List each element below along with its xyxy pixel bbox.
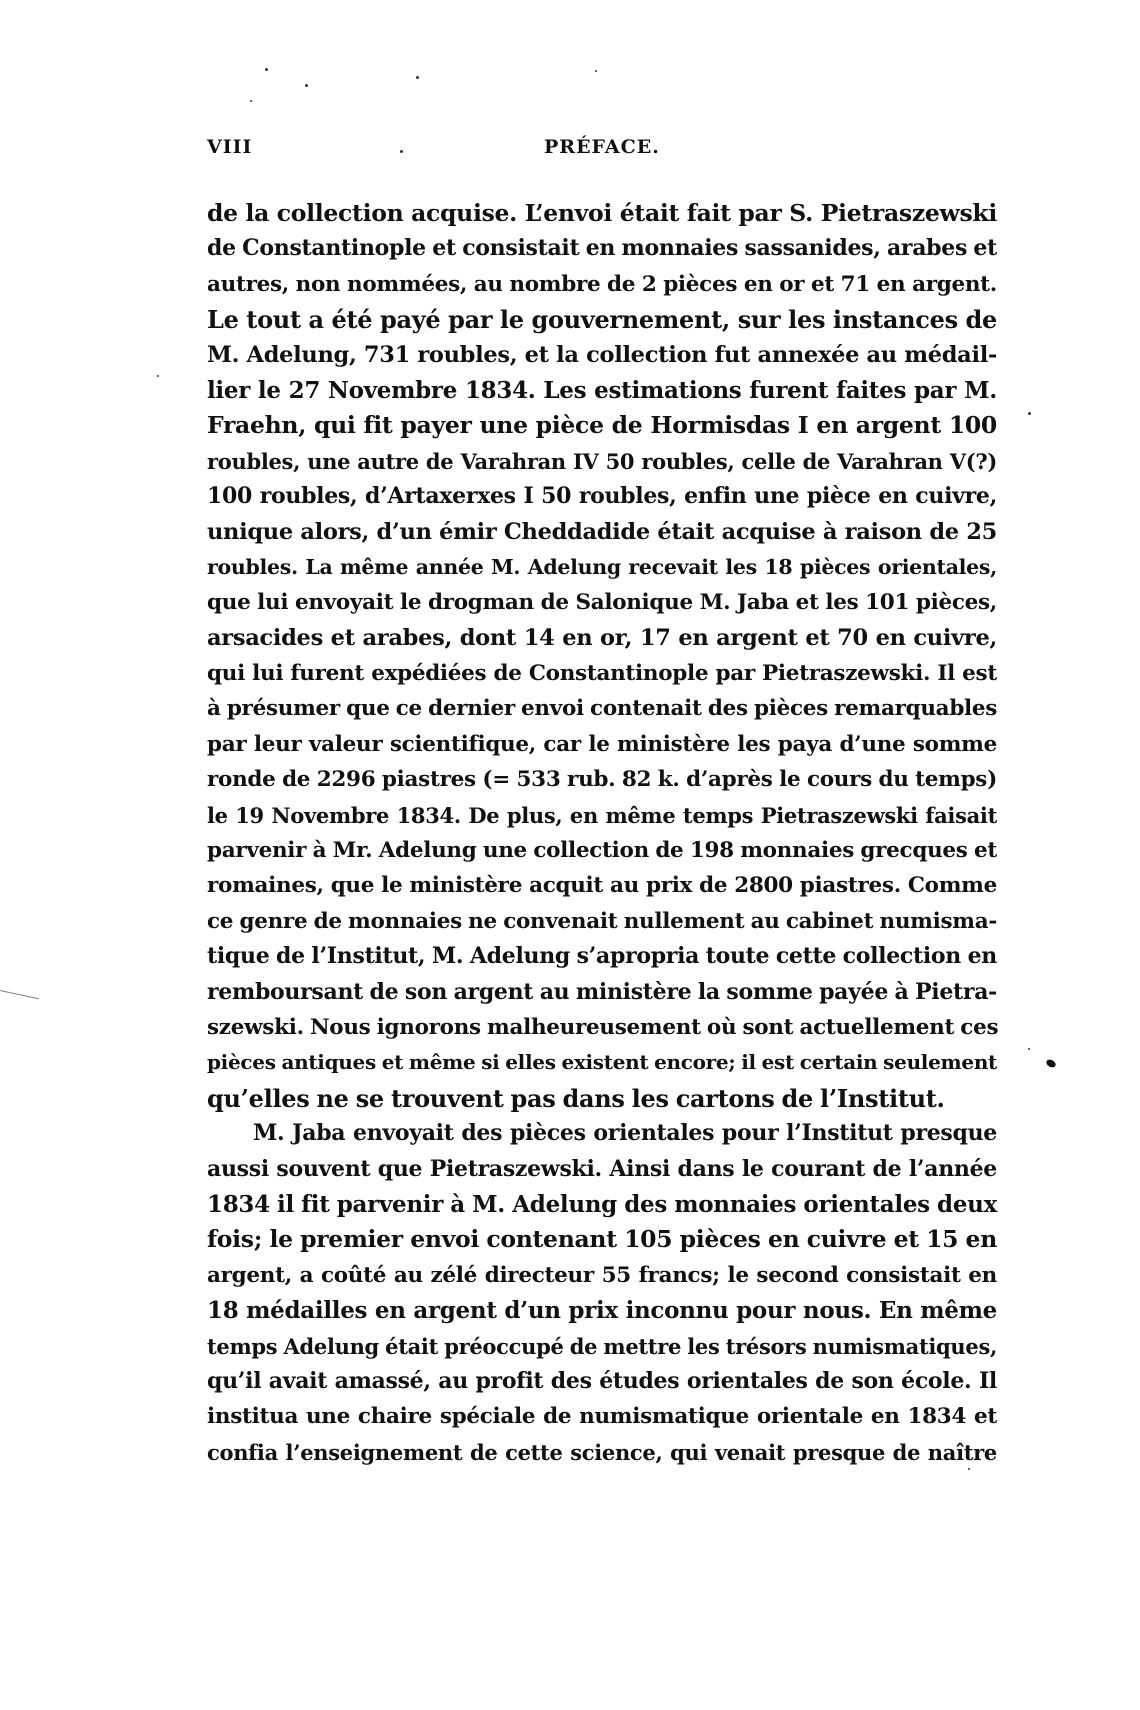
- page-header: [207, 136, 997, 176]
- page-number: VIII: [207, 136, 253, 158]
- text-line: tique de l’Institut, M. Adelung s’apropria toute cette collection en: [207, 943, 997, 970]
- text-line: romaines, que le ministère acquit au prix de 2800 piastres. Comme: [207, 873, 997, 899]
- ink-speck: [1028, 412, 1031, 415]
- text-line: ce genre de monnaies ne convenait nullement au cabinet numisma-: [207, 908, 997, 934]
- text-line: aussi souvent que Pietraszewski. Ainsi dans le courant de l’année: [207, 1155, 997, 1182]
- text-line: M. Adelung, 731 roubles, et la collection fut annexée au médail-: [207, 341, 997, 368]
- text-line: confia l’enseignement de cette science, qui venait presque de naître: [207, 1439, 997, 1465]
- ink-speck: [250, 100, 252, 102]
- text-line: 18 médailles en argent d’un prix inconnu pour nous. En même: [207, 1297, 997, 1325]
- text-line: unique alors, d’un émir Cheddadide était acquise à raison de 25: [207, 518, 997, 545]
- text-line: de la collection acquise. L’envoi était fait par S. Pietraszewski: [207, 199, 997, 227]
- text-line: le 19 Novembre 1834. De plus, en même temps Pietraszewski faisait: [207, 802, 997, 828]
- paragraph-start-line: M. Jaba envoyait des pièces orientales pour l’Institut presque: [253, 1120, 997, 1147]
- text-line: fois; le premier envoi contenant 105 pièces en cuivre et 15 en: [207, 1225, 997, 1254]
- text-line: szewski. Nous ignorons malheureusement où sont actuellement ces: [207, 1014, 999, 1040]
- ink-speck: [305, 84, 308, 87]
- margin-scratch: [0, 990, 39, 1009]
- text-line: institua une chaire spéciale de numismatique orientale en 1834 et: [207, 1404, 997, 1430]
- text-line: qui lui furent expédiées de Constantinople par Pietraszewski. Il est: [207, 661, 997, 687]
- text-line: autres, non nommées, au nombre de 2 pièces en or et 71 en argent.: [207, 271, 997, 297]
- ink-speck: [595, 70, 597, 72]
- text-line: remboursant de son argent au ministère la somme payée à Pietra-: [207, 978, 997, 1005]
- body-text: [207, 196, 997, 1470]
- text-line: Fraehn, qui fit payer une pièce de Hormisdas I en argent 100: [207, 411, 997, 440]
- paragraph-end-line: qu’elles ne se trouvent pas dans les cartons de l’Institut.: [207, 1083, 945, 1113]
- ink-speck: [265, 68, 268, 71]
- text-line: qu’il avait amassé, au profit des études orientales de son école. Il: [207, 1367, 997, 1394]
- text-line: roubles. La même année M. Adelung recevait les 18 pièces orientales,: [207, 554, 997, 579]
- text-line: temps Adelung était préoccupé de mettre les trésors numismatiques,: [207, 1333, 997, 1359]
- text-line: pièces antiques et même si elles existent encore; il est certain seulement: [207, 1050, 997, 1075]
- text-line: 100 roubles, d’Artaxerxes I 50 roubles, enfin une pièce en cuivre,: [207, 483, 997, 510]
- text-line: que lui envoyait le drogman de Salonique M. Jaba et les 101 pièces,: [207, 590, 997, 616]
- running-title: PRÉFACE.: [544, 136, 660, 158]
- margin-ink-dot: [1045, 1058, 1057, 1069]
- text-line: à présumer que ce dernier envoi contenait des pièces remarquables: [207, 696, 998, 722]
- text-line: parvenir à Mr. Adelung une collection de 198 monnaies grecques et: [207, 838, 997, 864]
- text-line: lier le 27 Novembre 1834. Les estimations furent faites par M.: [207, 376, 997, 404]
- ink-speck: [157, 375, 159, 377]
- text-line: de Constantinople et consistait en monnaies sassanides, arabes et: [207, 235, 997, 262]
- text-line: Le tout a été payé par le gouvernement, sur les instances de: [207, 305, 997, 335]
- text-line: roubles, une autre de Varahran IV 50 roubles, celle de Varahran V(?): [207, 448, 997, 474]
- text-line: argent, a coûté au zélé directeur 55 francs; le second consistait en: [207, 1262, 997, 1288]
- text-line: 1834 il fit parvenir à M. Adelung des monnaies orientales deux: [207, 1190, 997, 1218]
- ink-speck: [416, 76, 419, 79]
- text-line: arsacides et arabes, dont 14 en or, 17 en argent et 70 en cuivre,: [207, 624, 997, 651]
- text-line: ronde de 2296 piastres (= 533 rub. 82 k. d’après le cours du temps): [207, 767, 997, 793]
- ink-speck: [1028, 1048, 1030, 1050]
- text-line: par leur valeur scientifique, car le ministère les paya d’une somme: [207, 731, 997, 757]
